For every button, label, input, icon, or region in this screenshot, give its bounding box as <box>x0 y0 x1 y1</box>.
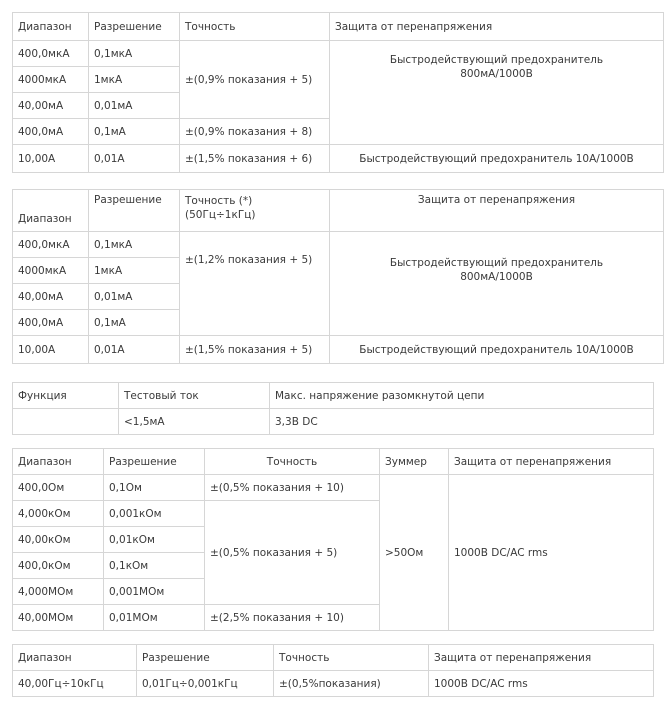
table-row <box>13 475 654 501</box>
range-cell: 4,000кОм <box>13 501 104 527</box>
accuracy-cell: ±(2,5% показания + 10) <box>205 605 380 631</box>
resolution-cell: 1мкА <box>89 258 180 284</box>
resolution-cell: 0,1мкА <box>89 41 180 67</box>
header-accuracy: Точность <box>274 645 429 671</box>
accuracy-cell: ±(0,5%показания) <box>274 671 429 697</box>
table-row <box>13 409 654 435</box>
header-range: Диапазон <box>13 449 104 475</box>
range-cell: 40,00мА <box>13 284 89 310</box>
resolution-cell: 0,001МОм <box>104 579 205 605</box>
table-header-row <box>13 383 654 409</box>
resolution-cell: 0,1Ом <box>104 475 205 501</box>
header-resolution: Разрешение <box>89 190 180 232</box>
range-cell: 10,00А <box>13 336 89 364</box>
protection-line: Быстродействующий предохранитель <box>389 54 604 66</box>
range-cell: 400,0мкА <box>13 41 89 67</box>
range-cell: 4,000МОм <box>13 579 104 605</box>
header-test-current: Тестовый ток <box>119 383 270 409</box>
range-cell: 400,0мА <box>13 310 89 336</box>
header-accuracy: Точность <box>180 13 330 41</box>
table-row <box>13 671 654 697</box>
header-buzzer: Зуммер <box>380 449 449 475</box>
header-protection: Защита от перенапряжения <box>429 645 654 671</box>
range-cell: 400,0Ом <box>13 475 104 501</box>
header-resolution: Разрешение <box>137 645 274 671</box>
buzzer-cell: >50Ом <box>380 475 449 631</box>
header-open-circuit-voltage: Макс. напряжение разомкнутой цепи <box>270 383 654 409</box>
header-accuracy <box>180 190 330 232</box>
resolution-cell: 0,1мА <box>89 119 180 145</box>
header-function: Функция <box>13 383 119 409</box>
resistance-spec-table <box>12 448 654 631</box>
table-row <box>13 145 664 173</box>
range-cell: 400,0мкА <box>13 232 89 258</box>
protection-line: 800мА/1000В <box>460 68 533 80</box>
frequency-spec-table <box>12 644 654 697</box>
header-range: Диапазон <box>13 190 89 232</box>
table-header-row <box>13 190 664 232</box>
protection-cell: 1000В DC/AC rms <box>429 671 654 697</box>
resolution-cell: 1мкА <box>89 67 180 93</box>
table-header-row <box>13 449 654 475</box>
range-cell: 400,0кОм <box>13 553 104 579</box>
function-cell <box>13 409 119 435</box>
header-protection: Защита от перенапряжения <box>330 190 664 232</box>
range-cell: 40,00кОм <box>13 527 104 553</box>
range-cell: 4000мкА <box>13 258 89 284</box>
header-resolution: Разрешение <box>89 13 180 41</box>
accuracy-cell: ±(0,9% показания + 8) <box>180 119 330 145</box>
accuracy-cell: ±(1,5% показания + 5) <box>180 336 330 364</box>
protection-line: Быстродействующий предохранитель <box>389 257 604 269</box>
accuracy-cell: ±(1,2% показания + 5) <box>180 232 330 336</box>
resolution-cell: 0,01А <box>89 336 180 364</box>
accuracy-cell: ±(0,5% показания + 5) <box>205 501 380 605</box>
header-accuracy: Точность <box>205 449 380 475</box>
table-header-row <box>13 645 654 671</box>
protection-cell: Быстродействующий предохранитель 10А/1000В <box>330 336 664 364</box>
header-accuracy-label: Точность (*) <box>185 195 253 207</box>
header-protection: Защита от перенапряжения <box>449 449 654 475</box>
resolution-cell: 0,01А <box>89 145 180 173</box>
accuracy-cell: ±(0,9% показания + 5) <box>180 41 330 119</box>
header-range: Диапазон <box>13 645 137 671</box>
range-cell: 40,00мА <box>13 93 89 119</box>
resolution-cell: 0,01мА <box>89 93 180 119</box>
resolution-cell: 0,01МОм <box>104 605 205 631</box>
resolution-cell: 0,1мА <box>89 310 180 336</box>
dc-current-spec-table <box>12 12 664 173</box>
protection-cell <box>330 41 664 145</box>
resolution-cell: 0,01Гц÷0,001кГц <box>137 671 274 697</box>
range-cell: 40,00Гц÷10кГц <box>13 671 137 697</box>
header-protection: Защита от перенапряжения <box>330 13 664 41</box>
protection-line: 800мА/1000В <box>460 271 533 283</box>
protection-cell: Быстродействующий предохранитель 10А/1000В <box>330 145 664 173</box>
resolution-cell: 0,1кОм <box>104 553 205 579</box>
range-cell: 4000мкА <box>13 67 89 93</box>
resolution-cell: 0,1мкА <box>89 232 180 258</box>
accuracy-cell: ±(1,5% показания + 6) <box>180 145 330 173</box>
range-cell: 400,0мА <box>13 119 89 145</box>
resolution-cell: 0,001кОм <box>104 501 205 527</box>
open-circuit-voltage-cell: 3,3В DC <box>270 409 654 435</box>
ac-current-spec-table <box>12 189 664 364</box>
range-cell: 10,00А <box>13 145 89 173</box>
table-row <box>13 232 664 258</box>
header-range: Диапазон <box>13 13 89 41</box>
accuracy-cell: ±(0,5% показания + 10) <box>205 475 380 501</box>
range-cell: 40,00МОм <box>13 605 104 631</box>
protection-cell <box>330 232 664 336</box>
table-header-row <box>13 13 664 41</box>
resolution-cell: 0,01мА <box>89 284 180 310</box>
table-row <box>13 336 664 364</box>
test-current-cell: <1,5мА <box>119 409 270 435</box>
table-row <box>13 41 664 67</box>
header-resolution: Разрешение <box>104 449 205 475</box>
resolution-cell: 0,01кОм <box>104 527 205 553</box>
header-accuracy-frequency: (50Гц÷1кГц) <box>185 209 256 221</box>
continuity-spec-table <box>12 382 654 435</box>
protection-cell: 1000В DC/AC rms <box>449 475 654 631</box>
